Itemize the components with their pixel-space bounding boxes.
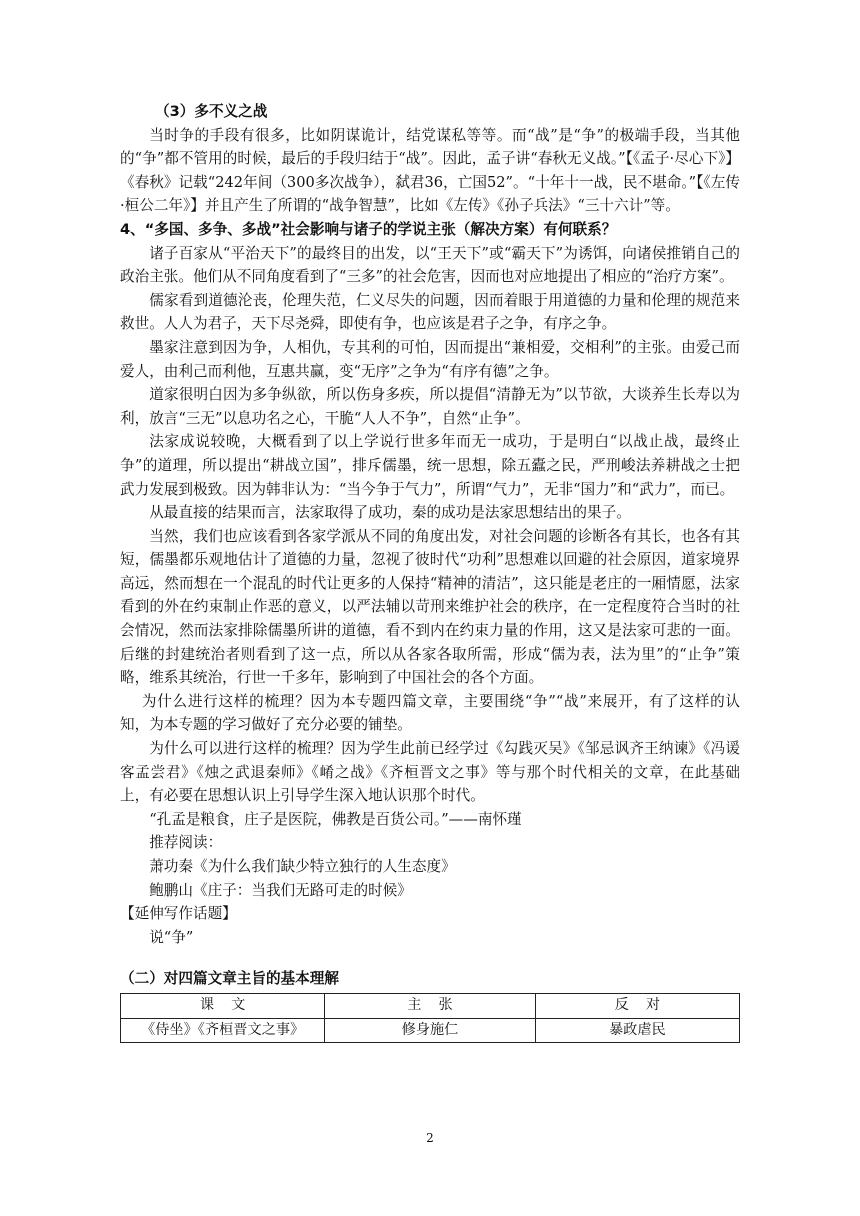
paragraph-why-2: 为什么可以进行这样的梳理？因为学生此前已经学过《勾践灭吴》《邹忌讽齐王纳谏》《冯谖客孟尝君》《烛之武退秦师》《崤之战》《齐桓晋文之事》等与那个时代相关的文章，在此基础上，有必要在思想认识上引导学生深入地认识那个时代。	[120, 740, 740, 805]
paragraph: 当然，我们也应该看到各家学派从不同的角度出发，对社会问题的诊断各有其长，也各有其短，儒墨都乐观地估计了道德的力量，忽视了彼时代“功利”思想难以回避的社会原因，道家境界高远，然而想在一个混乱的时代让更多的人保持“精神的清洁”，这只能是老庄的一厢情愿，法家看到的外在约束制止作恶的意义，以严法辅以苛刑来维护社会的秩序，在一定程度符合当时的社会情况，然而法家排除儒墨所讲的道德，看不到内在约束力量的作用，这又是法家可悲的一面。后继的封建统治者则看到了这一点，所以从各家各取所需，形成“儒为表，法为里”的“止争”策略，维系其统治，行世一千多年，影响到了中国社会的各个方面。	[120, 527, 740, 687]
table-cell: 修身施仁	[325, 1018, 535, 1043]
paragraph: 从最直接的结果而言，法家取得了成功，秦的成功是法家思想结出的果子。	[149, 504, 631, 522]
header-cell: 课文	[121, 993, 325, 1018]
table-header-row	[121, 993, 740, 1018]
header-cell: 反对	[535, 993, 739, 1018]
writing-topic: 说“争”	[149, 928, 194, 946]
reading-item: 萧功秦《为什么我们缺少特立独行的人生态度》	[149, 858, 456, 875]
reading-item: 鲍鹏山《庄子：当我们无路可走的时候》	[149, 881, 412, 899]
page-content	[120, 100, 740, 1043]
page-number: 2	[426, 1131, 434, 1145]
table-row	[121, 1018, 740, 1043]
paragraph: 儒家看到道德沦丧，伦理失范，仁义尽失的问题，因而着眼于用道德的力量和伦理的规范来救世。人人为君子，天下尽尧舜，即使有争，也应该是君子之争，有序之争。	[120, 291, 740, 333]
table-cell: 暴政虐民	[535, 1018, 739, 1043]
header-cell: 主张	[325, 993, 535, 1018]
paragraph: 墨家注意到因为争，人相仇，专其利的可怕，因而提出“兼相爱，交相利”的主张。由爱己而爱人，由利己而利他，互惠共赢，变“无序”之争为“有序有德”之争。	[120, 338, 740, 380]
section-3-heading: （3）多不义之战	[155, 103, 268, 120]
paragraph: 当时争的手段有很多，比如阴谋诡计，结党谋私等等。而“战”是“争”的极端手段，当其他的“争”都不管用的时候，最后的手段归结于“战”。因此，孟子讲“春秋无义战。”【《孟子·尽心下》】《春秋》记载“242年间（300多次战争），弑君36，亡国52”。“十年十一战，民不堪命。”【《左传·桓公二年》】并且产生了所谓的“战争智慧”，比如《左传》《孙子兵法》“三十六计”等。	[120, 126, 740, 215]
paragraph-why-1: 为什么进行这样的梳理？因为本专题四篇文章，主要围绕“争”“战”来展开，有了这样的认知，为本专题的学习做好了充分必要的铺垫。	[120, 692, 740, 734]
question-4-heading: 4、“多国、多争、多战”社会影响与诸子的学说主张（解决方案）有何联系？	[120, 220, 617, 238]
section-2-heading: （二）对四篇文章主旨的基本理解	[120, 970, 339, 988]
table-cell: 《侍坐》《齐桓晋文之事》	[121, 1018, 325, 1043]
quote: “孔孟是粮食，庄子是医院，佛教是百货公司。”——南怀瑾	[149, 810, 522, 828]
theme-table	[120, 993, 740, 1043]
reading-label: 推荐阅读：	[149, 834, 223, 852]
paragraph: 诸子百家从“平治天下”的最终目的出发，以“王天下”或“霸天下”为诱饵，向诸侯推销自己的政治主张。他们从不同角度看到了“三多”的社会危害，因而也对应地提出了相应的“治疗方案”。	[120, 244, 740, 286]
paragraph: 道家很明白因为多争纵欲，所以伤身多疾，所以提倡“清静无为”以节欲，大谈养生长寿以为利，放言“三无”以息功名之心，干脆“人人不争”，自然“止争”。	[120, 386, 740, 427]
writing-heading: 【延伸写作话题】	[120, 905, 237, 923]
paragraph: 法家成说较晚，大概看到了以上学说行世多年而无一成功，于是明白“以战止战，最终止争”的道理，所以提出“耕战立国”，排斥儒墨，统一思想，除五蠹之民，严刑峻法养耕战之士把武力发展到极致。因为韩非认为：“当今争于气力”，所谓“气力”，无非“国力”和“武力”，而已。	[120, 433, 740, 498]
spacer	[120, 949, 740, 967]
